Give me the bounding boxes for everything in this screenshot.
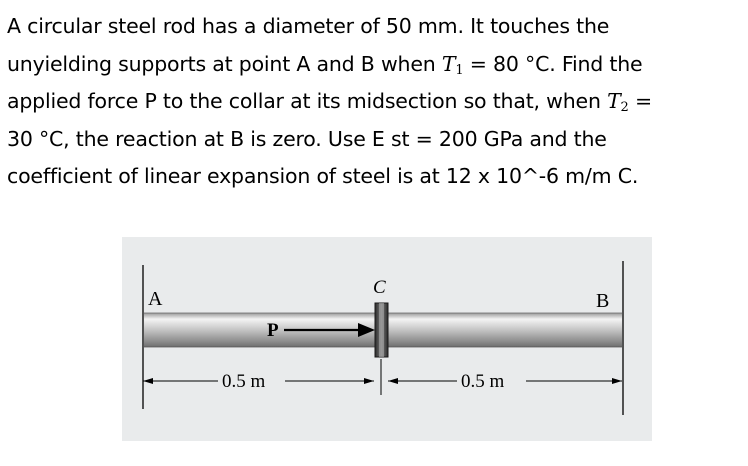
collar-highlight <box>379 303 384 357</box>
rod-figure <box>122 237 652 441</box>
problem-statement <box>7 8 743 196</box>
problem-line-4: 30 °C, the reaction at B is zero. Use E st = 200 GPa and the <box>7 126 607 151</box>
problem-line-2 <box>7 46 743 84</box>
collar-label: C <box>373 277 386 298</box>
t1-subscript: 1 <box>455 62 464 78</box>
dimension-left-label: 0.5 m <box>222 371 266 392</box>
support-b-label: B <box>596 290 610 312</box>
t1-value: 80 °C <box>493 51 550 76</box>
support-a-label: A <box>148 288 163 310</box>
problem-line-2-text: unyielding supports at point A and B when <box>7 51 442 76</box>
problem-line-5: coefficient of linear expansion of steel is at 12 x 10^-6 m/m C. <box>7 164 639 188</box>
force-label: P <box>267 320 279 341</box>
t2-symbol: T <box>607 89 621 113</box>
problem-line-3 <box>7 83 743 121</box>
problem-line-2-end: . Find the <box>549 51 643 76</box>
problem-line-3-text: applied force P to the collar at its midsection so that, when <box>7 89 608 113</box>
problem-line-1: A circular steel rod has a diameter of 50 mm. It touches the <box>7 14 610 38</box>
t1-symbol: T <box>441 51 456 76</box>
dimension-right-label: 0.5 m <box>461 371 505 392</box>
t2-variable <box>607 89 629 113</box>
equals-sign-1: = <box>463 51 494 76</box>
t1-variable <box>442 52 464 76</box>
equals-sign-2: = <box>628 89 652 113</box>
rod-diagram <box>122 237 652 441</box>
t2-subscript: 2 <box>620 100 629 115</box>
